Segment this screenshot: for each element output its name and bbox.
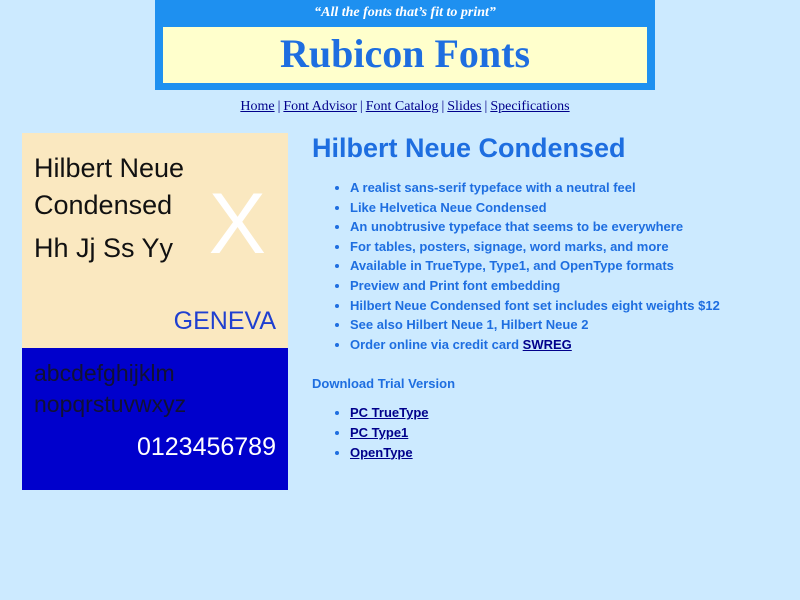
- swreg-order-link[interactable]: SWREG: [522, 336, 572, 352]
- feature-text: An unobtrusive typeface that seems to be everywhere: [350, 219, 684, 235]
- specimen-lowercase-line2: nopqrstuvwxyz: [34, 391, 187, 417]
- nav-item-specifications[interactable]: Specifications: [490, 99, 570, 114]
- font-detail-column: [312, 133, 782, 462]
- feature-text: For tables, posters, signage, word marks, and more: [350, 238, 669, 254]
- nav-separator: |: [277, 99, 281, 114]
- download-list: [312, 403, 782, 462]
- specimen-lowercase: [34, 358, 186, 420]
- list-item: [350, 403, 782, 423]
- download-link-pc-truetype[interactable]: PC TrueType: [350, 405, 429, 421]
- nav-separator: |: [359, 99, 363, 114]
- title-underbar: [155, 83, 655, 90]
- page-content: [0, 133, 800, 490]
- list-item: [350, 178, 782, 198]
- feature-text: Order online via credit card: [350, 336, 523, 352]
- specimen-font-name-line2: Condensed: [34, 190, 173, 220]
- site-title: Rubicon Fonts: [279, 31, 531, 76]
- specimen-sample-letters: Hh Jj Ss Yy: [34, 233, 174, 263]
- tagline-text: “All the fonts that’s fit to print”: [314, 5, 496, 20]
- list-item: [350, 256, 782, 276]
- list-item: [350, 198, 782, 218]
- download-heading: Download Trial Version: [312, 376, 456, 392]
- specimen-dark-panel: [22, 348, 288, 490]
- nav-item-slides[interactable]: Slides: [447, 99, 482, 114]
- site-header: [155, 0, 655, 90]
- specimen-font-name: [34, 150, 184, 224]
- feature-text: Available in TrueType, Type1, and OpenType formats: [350, 258, 674, 274]
- nav-item-font-advisor[interactable]: Font Advisor: [283, 99, 357, 114]
- feature-list: [312, 178, 782, 354]
- specimen-font-name-line1: Hilbert Neue: [34, 153, 185, 183]
- feature-text: Preview and Print font embedding: [350, 277, 561, 293]
- feature-text: See also Hilbert Neue 1, Hilbert Neue 2: [350, 317, 589, 333]
- main-nav: [155, 90, 655, 115]
- list-item: [350, 335, 782, 355]
- nav-item-font-catalog[interactable]: Font Catalog: [365, 99, 439, 114]
- feature-text: A realist sans-serif typeface with a neutral feel: [350, 180, 636, 195]
- specimen-foundry-name: GENEVA: [173, 307, 276, 335]
- download-link-opentype[interactable]: OpenType: [350, 444, 413, 460]
- list-item: [350, 276, 782, 296]
- title-bar: [155, 27, 655, 83]
- specimen-column: [22, 133, 288, 490]
- list-item: [350, 315, 782, 335]
- list-item: [350, 423, 782, 443]
- list-item: [350, 217, 782, 237]
- list-item: [350, 296, 782, 316]
- page-title: Hilbert Neue Condensed: [312, 133, 626, 163]
- tagline-bar: [155, 0, 655, 27]
- specimen-glyph-x: X: [208, 176, 266, 272]
- list-item: [350, 443, 782, 463]
- specimen-lowercase-line1: abcdefghijklm: [34, 360, 175, 386]
- nav-item-home[interactable]: Home: [240, 99, 275, 114]
- feature-text: Like Helvetica Neue Condensed: [350, 199, 547, 215]
- nav-separator: |: [484, 99, 488, 114]
- specimen-light-panel: [22, 133, 288, 348]
- nav-separator: |: [441, 99, 445, 114]
- list-item: [350, 237, 782, 257]
- feature-text: Hilbert Neue Condensed font set includes eight weights $12: [350, 297, 720, 313]
- specimen-digits: 0123456789: [136, 433, 276, 461]
- download-link-pc-type1[interactable]: PC Type1: [350, 424, 409, 440]
